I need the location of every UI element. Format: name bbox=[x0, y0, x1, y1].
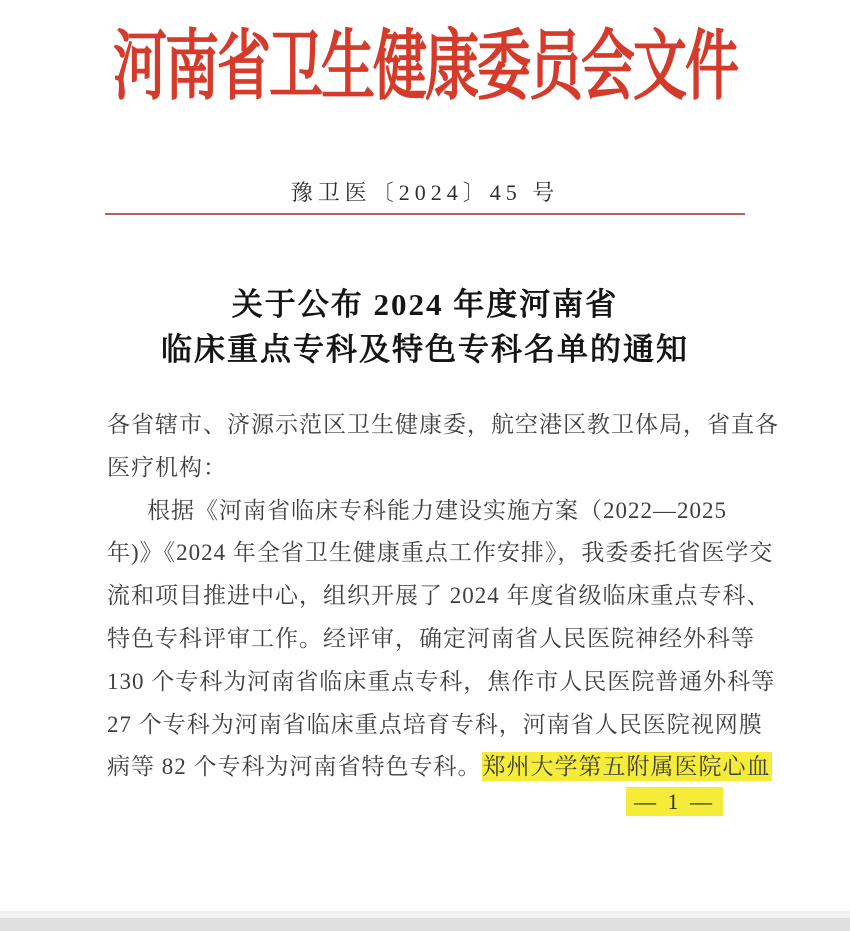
red-divider-line bbox=[105, 213, 745, 215]
page-number bbox=[626, 789, 723, 815]
body-line-paragraph-start: 根据《河南省临床专科能力建设实施方案（2022—2025 bbox=[147, 497, 727, 523]
agency-header-title: 河南省卫生健康委员会文件 bbox=[113, 23, 737, 109]
page-bottom-edge-dark bbox=[0, 918, 850, 931]
body-line-salutation-2: 医疗机构： bbox=[107, 454, 227, 480]
body-line-salutation-1: 各省辖市、济源示范区卫生健康委，航空港区教卫体局，省直各 bbox=[107, 412, 779, 437]
body-line-final bbox=[107, 746, 771, 789]
page-bottom-edge-light bbox=[0, 911, 850, 918]
body-line: 130 个专科为河南省临床重点专科，焦作市人民医院普通外科等 bbox=[107, 668, 776, 694]
document-title-line-2: 临床重点专科及特色专科名单的通知 bbox=[161, 332, 689, 367]
highlighted-text: 郑州大学第五附属医院心血 bbox=[482, 754, 771, 780]
page-number-highlight: — 1 — bbox=[626, 787, 723, 816]
body-line: 27 个专科为河南省临床重点培育专科，河南省人民医院视网膜 bbox=[107, 711, 763, 737]
body-text-final: 病等 82 个专科为河南省特色专科。 bbox=[107, 754, 482, 780]
body-line: 流和项目推进中心，组织开展了 2024 年度省级临床重点专科、 bbox=[107, 583, 771, 609]
body-line: 特色专科评审工作。经评审，确定河南省人民医院神经外科等 bbox=[107, 625, 755, 651]
body-line: 年)》《2024 年全省卫生健康重点工作安排》，我委委托省医学交 bbox=[107, 540, 774, 566]
document-title-line-1: 关于公布 2024 年度河南省 bbox=[231, 287, 619, 322]
document-body bbox=[107, 404, 779, 789]
document-title bbox=[0, 282, 850, 372]
document-number: 豫卫医〔2024〕45 号 bbox=[290, 180, 560, 205]
